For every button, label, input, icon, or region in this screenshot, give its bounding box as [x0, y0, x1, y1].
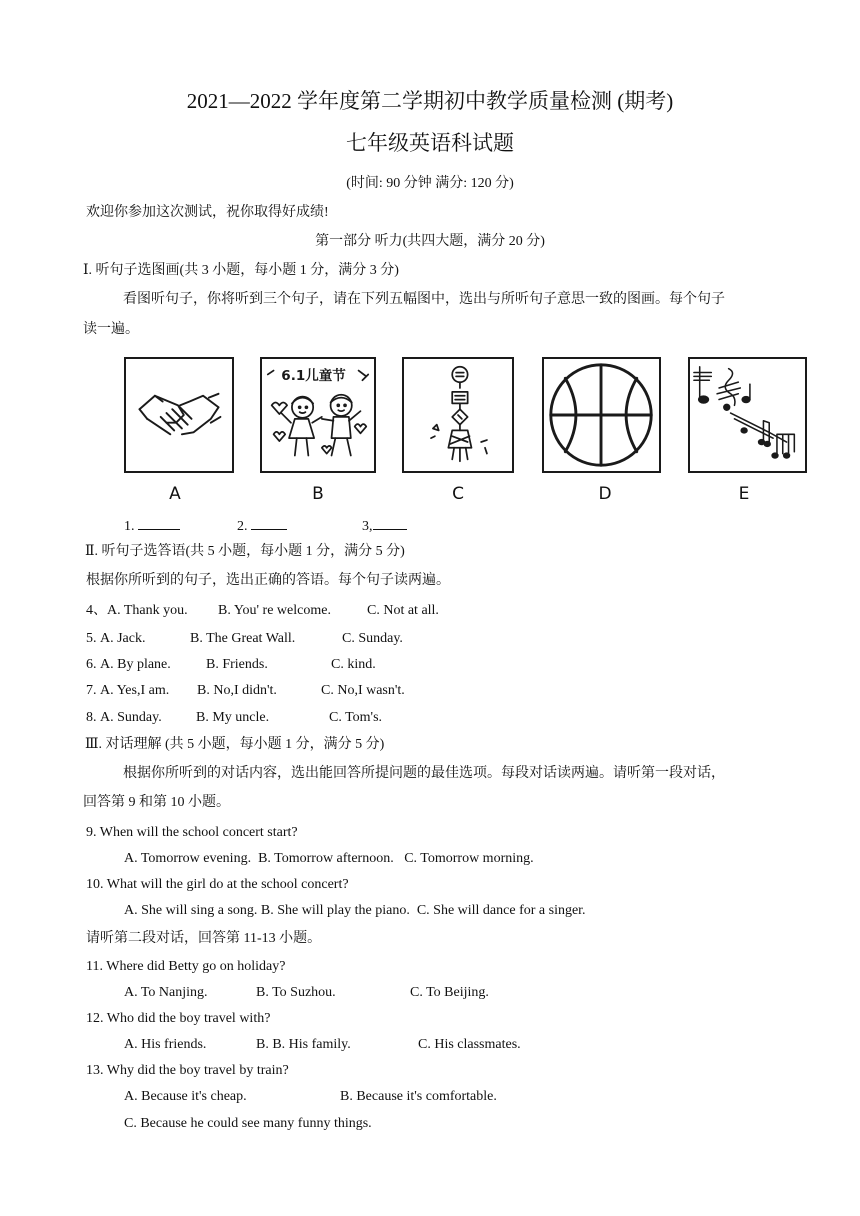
q6-option-c[interactable]: C. kind.	[331, 657, 376, 672]
q11-question: 11. Where did Betty go on holiday?	[86, 959, 286, 974]
q6-option-b[interactable]: B. Friends.	[206, 657, 268, 672]
q11-option-b[interactable]: B. To Suzhou.	[256, 985, 336, 1000]
music-notes-icon	[690, 359, 805, 471]
picture-d-label: D	[598, 484, 612, 504]
exam-title: 2021—2022 学年度第二学期初中教学质量检测 (期考)	[186, 89, 674, 113]
picture-c-label: C	[452, 484, 464, 504]
part1-heading: 第一部分 听力(共四大题，满分 20 分)	[315, 234, 545, 249]
q7-option-a[interactable]: A. Yes,I am.	[100, 683, 170, 698]
section2-instruction: 根据你所听到的句子，选出正确的答语。每个句子读两遍。	[86, 573, 450, 588]
q5-number: 5.	[86, 631, 97, 646]
picture-d	[542, 357, 661, 473]
welcome-text: 欢迎你参加这次测试，祝你取得好成绩!	[86, 205, 329, 220]
section2-heading: Ⅱ. 听句子选答语(共 5 小题，每小题 1 分，满分 5 分)	[85, 544, 405, 559]
section1-heading: Ⅰ. 听句子选图画(共 3 小题，每小题 1 分，满分 3 分)	[83, 263, 399, 278]
q7-number: 7.	[86, 683, 97, 698]
q13-option-a[interactable]: A. Because it's cheap.	[124, 1089, 247, 1104]
childrens-day-icon	[262, 359, 374, 471]
q5-option-b[interactable]: B. The Great Wall.	[190, 631, 296, 646]
q13-option-b[interactable]: B. Because it's comfortable.	[340, 1089, 497, 1104]
q8-number: 8.	[86, 710, 97, 725]
answer-blank-1-number: 1.	[124, 519, 135, 534]
q4-option-c[interactable]: C. Not at all.	[367, 603, 439, 618]
q10-options[interactable]: A. She will sing a song. B. She will play the piano. C. She will dance for a singer.	[124, 903, 586, 918]
q12-option-b[interactable]: B. B. His family.	[256, 1037, 351, 1052]
picture-e-label: E	[738, 484, 750, 504]
q13-option-c[interactable]: C. Because he could see many funny things.	[124, 1116, 372, 1131]
picture-a	[124, 357, 234, 473]
q9-options[interactable]: A. Tomorrow evening. B. Tomorrow afternoon. C. Tomorrow morning.	[124, 851, 534, 866]
section3-instruction: 根据你所听到的对话内容，选出能回答所提问题的最佳选项。每段对话读两遍。请听第一段对话，	[123, 766, 725, 781]
q7-option-c[interactable]: C. No,I wasn't.	[321, 683, 405, 698]
answer-blank-2-line[interactable]	[251, 515, 287, 530]
answer-blank-2-number: 2.	[237, 519, 248, 534]
q8-option-a[interactable]: A. Sunday.	[100, 710, 162, 725]
q4-option-a[interactable]: A. Thank you.	[107, 603, 188, 618]
picture-b-caption: 6.1儿童节	[281, 368, 346, 385]
answer-blank-1[interactable]	[124, 515, 180, 536]
answer-blank-2[interactable]	[237, 515, 287, 536]
q4-option-b[interactable]: B. You' re welcome.	[218, 603, 331, 618]
section1-instruction: 看图听句子，你将听到三个句子，请在下列五幅图中，选出与所听句子意思一致的图画。每个句子	[123, 292, 725, 307]
handshake-icon	[126, 359, 232, 471]
q12-option-a[interactable]: A. His friends.	[124, 1037, 207, 1052]
q11-option-c[interactable]: C. To Beijing.	[410, 985, 489, 1000]
q5-option-a[interactable]: A. Jack.	[100, 631, 146, 646]
section3-heading: Ⅲ. 对话理解 (共 5 小题，每小题 1 分，满分 5 分)	[85, 737, 385, 752]
picture-b	[260, 357, 376, 473]
picture-c	[402, 357, 514, 473]
exam-subtitle: 七年级英语科试题	[346, 131, 514, 155]
q11-option-a[interactable]: A. To Nanjing.	[124, 985, 208, 1000]
answer-blank-1-line[interactable]	[138, 515, 180, 530]
answer-blank-3[interactable]	[362, 515, 407, 536]
picture-a-label: A	[169, 484, 181, 504]
basketball-icon	[544, 359, 659, 471]
q6-option-a[interactable]: A. By plane.	[100, 657, 171, 672]
q4-number: 4、	[86, 603, 107, 618]
answer-blank-3-line[interactable]	[373, 515, 407, 530]
q9-question: 9. When will the school concert start?	[86, 825, 298, 840]
q8-option-c[interactable]: C. Tom's.	[329, 710, 383, 725]
q8-option-b[interactable]: B. My uncle.	[196, 710, 270, 725]
picture-b-label: B	[312, 484, 324, 504]
q6-number: 6.	[86, 657, 97, 672]
q13-question: 13. Why did the boy travel by train?	[86, 1063, 289, 1078]
dialog2-instruction: 请听第二段对话，回答第 11-13 小题。	[86, 931, 322, 946]
q7-option-b[interactable]: B. No,I didn't.	[197, 683, 277, 698]
picture-e	[688, 357, 807, 473]
q12-option-c[interactable]: C. His classmates.	[418, 1037, 521, 1052]
section3-instruction-cont: 回答第 9 和第 10 小题。	[83, 795, 230, 810]
q5-option-c[interactable]: C. Sunday.	[342, 631, 403, 646]
exam-info: (时间: 90 分钟 满分: 120 分)	[346, 176, 514, 191]
section1-instruction-cont: 读一遍。	[83, 322, 139, 337]
q12-question: 12. Who did the boy travel with?	[86, 1011, 271, 1026]
q10-question: 10. What will the girl do at the school concert?	[86, 877, 349, 892]
answer-blank-3-number: 3,	[362, 519, 373, 534]
festival-icon	[404, 359, 512, 471]
